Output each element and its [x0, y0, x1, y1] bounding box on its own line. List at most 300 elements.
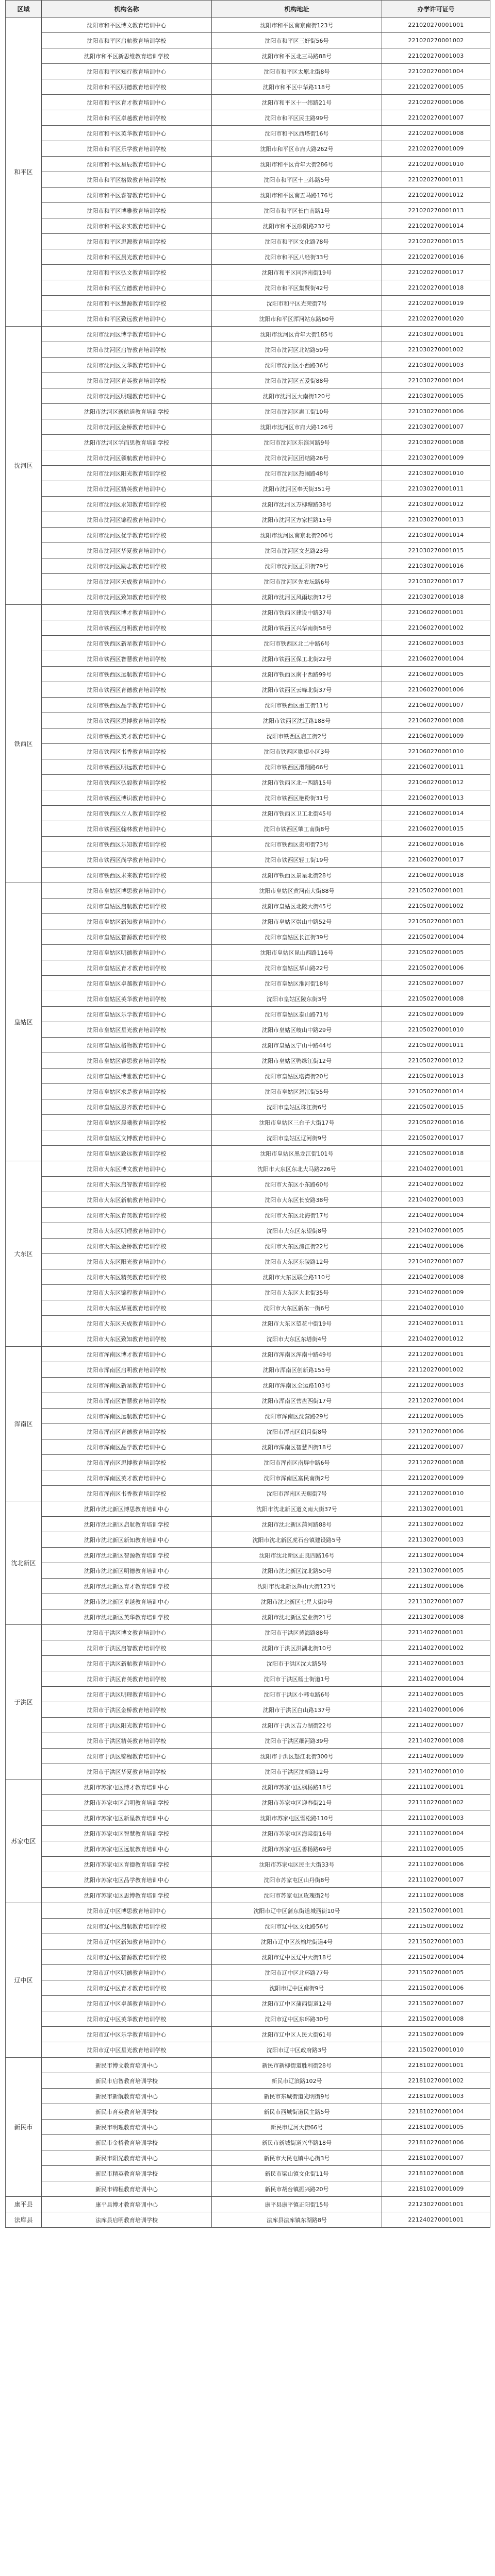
institution-name-cell: 沈阳市于洪区金桥教育培训学校 [42, 1702, 212, 1718]
institution-address-cell: 沈阳市皇姑区泰山路71号 [212, 1007, 382, 1022]
license-number-cell: 221020270001015 [382, 234, 490, 249]
license-number-cell: 221060270001008 [382, 713, 490, 728]
institution-address-cell: 沈阳市辽中区政府路3号 [212, 2042, 382, 2058]
license-number-cell: 221120270001010 [382, 1486, 490, 1501]
table-row [6, 558, 490, 574]
license-number-cell: 221120270001001 [382, 1347, 490, 1362]
institution-address-cell: 沈阳市沈河区万柳塘路38号 [212, 497, 382, 512]
table-row [6, 1517, 490, 1532]
table-row [6, 419, 490, 435]
institution-name-cell: 沈阳市大东区金桥教育培训学校 [42, 1239, 212, 1254]
institution-address-cell: 新民市辽滨路102号 [212, 2073, 382, 2089]
table-row [6, 1934, 490, 1950]
institution-name-cell: 沈阳市和平区英华教育培训中心 [42, 126, 212, 141]
institution-address-cell: 沈阳市于洪区怒江北街300号 [212, 1749, 382, 1764]
institution-name-cell: 沈阳市铁西区思博教育培训学校 [42, 713, 212, 728]
license-number-cell: 221140270001005 [382, 1687, 490, 1702]
institution-address-cell: 沈阳市辽中区蒲西街道12号 [212, 1996, 382, 2011]
table-row [6, 1826, 490, 1841]
institution-address-cell: 沈阳市于洪区沈新路12号 [212, 1764, 382, 1780]
institution-address-cell: 沈阳市皇姑区宁山中路44号 [212, 1038, 382, 1053]
institution-name-cell: 沈阳市苏家屯区思博教育培训学校 [42, 1888, 212, 1903]
license-number-cell: 221120270001004 [382, 1393, 490, 1409]
license-number-cell: 221110270001006 [382, 1857, 490, 1872]
institution-name-cell: 沈阳市铁西区博识教育培训中心 [42, 790, 212, 806]
district-cell: 铁西区 [6, 605, 42, 883]
table-row [6, 1687, 490, 1702]
institution-name-cell: 沈阳市皇姑区星光教育培训学校 [42, 1022, 212, 1038]
institution-address-cell: 沈阳市大东区新东一街6号 [212, 1300, 382, 1316]
institution-address-cell: 沈阳市大东区长安路38号 [212, 1192, 382, 1208]
table-row [6, 1053, 490, 1069]
table-row [6, 188, 490, 203]
institution-address-cell: 沈阳市皇姑区黄河南大街88号 [212, 883, 382, 899]
institution-name-cell: 沈阳市皇姑区文博教育培训中心 [42, 1130, 212, 1146]
institution-name-cell: 沈阳市沈河区学而思教育培训学校 [42, 435, 212, 450]
table-row [6, 203, 490, 218]
institution-name-cell: 沈阳市沈河区致知教育培训学校 [42, 589, 212, 605]
institution-address-cell: 沈阳市辽中区辽中大街18号 [212, 1950, 382, 1965]
table-row [6, 64, 490, 79]
institution-address-cell: 新民市西城街道民主路5号 [212, 2104, 382, 2120]
license-number-cell: 221040270001004 [382, 1208, 490, 1223]
institution-name-cell: 沈阳市大东区精英教育培训学校 [42, 1269, 212, 1285]
table-row [6, 1718, 490, 1733]
institution-name-cell: 沈阳市铁西区立人教育培训学校 [42, 806, 212, 821]
institution-name-cell: 沈阳市皇姑区智源教育培训学校 [42, 929, 212, 945]
table-row [6, 1285, 490, 1300]
license-number-cell: 221030270001002 [382, 342, 490, 358]
institution-address-cell: 沈阳市苏家屯区香杨路69号 [212, 1841, 382, 1857]
institution-name-cell: 沈阳市于洪区博文教育培训中心 [42, 1625, 212, 1640]
table-row [6, 528, 490, 543]
table-row [6, 342, 490, 358]
table-row [6, 157, 490, 172]
license-number-cell: 221110270001003 [382, 1810, 490, 1826]
license-number-cell: 221120270001008 [382, 1455, 490, 1470]
table-row [6, 945, 490, 960]
license-number-cell: 221050270001002 [382, 899, 490, 914]
license-number-cell: 221130270001004 [382, 1548, 490, 1563]
institution-address-cell: 沈阳市辽中区南街9号 [212, 1980, 382, 1996]
institution-address-cell: 沈阳市和平区民主路99号 [212, 110, 382, 126]
institution-name-cell: 沈阳市大东区博文教育培训中心 [42, 1161, 212, 1177]
institution-address-cell: 沈阳市大东区联合路110号 [212, 1269, 382, 1285]
table-row [6, 682, 490, 698]
table-row [6, 1841, 490, 1857]
license-number-cell: 221020270001018 [382, 280, 490, 296]
institution-address-cell: 沈阳市和平区光荣街7号 [212, 296, 382, 311]
institution-name-cell: 沈阳市皇姑区明德教育培训中心 [42, 945, 212, 960]
table-row [6, 2104, 490, 2120]
institution-name-cell: 沈阳市于洪区锦程教育培训中心 [42, 1749, 212, 1764]
license-number-cell: 221020270001005 [382, 79, 490, 95]
header-row [6, 1, 490, 18]
institution-address-cell: 沈阳市和平区市府大路262号 [212, 141, 382, 157]
institution-address-cell: 沈阳市和平区集贤街42号 [212, 280, 382, 296]
institution-name-cell: 沈阳市沈河区博学教育培训中心 [42, 327, 212, 342]
institution-name-cell: 沈阳市皇姑区格物教育培训中心 [42, 1038, 212, 1053]
table-row [6, 1996, 490, 2011]
institution-address-cell: 沈阳市铁西区肇工南街8号 [212, 821, 382, 837]
institution-address-cell: 沈阳市沈河区文艺路23号 [212, 543, 382, 558]
institution-address-cell: 沈阳市大东区望花中街19号 [212, 1316, 382, 1331]
institution-address-cell: 沈阳市和平区同泽南街19号 [212, 265, 382, 280]
table-row [6, 1378, 490, 1393]
license-number-cell: 221030270001011 [382, 481, 490, 497]
license-number-cell: 221020270001008 [382, 126, 490, 141]
license-number-cell: 221060270001010 [382, 744, 490, 759]
license-number-cell: 221050270001004 [382, 929, 490, 945]
institution-name-cell: 沈阳市铁西区书香教育培训学校 [42, 744, 212, 759]
institution-address-cell: 沈阳市皇姑区昆山西路116号 [212, 945, 382, 960]
institution-address-cell: 沈阳市苏家屯区海棠街16号 [212, 1826, 382, 1841]
institution-name-cell: 沈阳市辽中区博思教育培训中心 [42, 1903, 212, 1919]
license-number-cell: 221020270001003 [382, 48, 490, 64]
institution-name-cell: 沈阳市于洪区启智教育培训学校 [42, 1640, 212, 1656]
table-row [6, 48, 490, 64]
table-row [6, 1625, 490, 1640]
license-number-cell: 221020270001001 [382, 18, 490, 33]
license-number-cell: 221040270001008 [382, 1269, 490, 1285]
institution-name-cell: 沈阳市辽中区启航教育培训学校 [42, 1919, 212, 1934]
institution-address-cell: 沈阳市和平区青年大街286号 [212, 157, 382, 172]
license-number-cell: 221050270001015 [382, 1099, 490, 1115]
table-row [6, 1347, 490, 1362]
district-cell: 大东区 [6, 1161, 42, 1347]
table-row [6, 1656, 490, 1671]
license-number-cell: 221050270001018 [382, 1146, 490, 1161]
table-row [6, 883, 490, 899]
institution-address-cell: 沈阳市和平区南五马路176号 [212, 188, 382, 203]
license-number-cell: 221050270001010 [382, 1022, 490, 1038]
institution-name-cell: 沈阳市浑南区英才教育培训中心 [42, 1470, 212, 1486]
institution-address-cell: 沈阳市沈河区五爱街88号 [212, 373, 382, 388]
institution-address-cell: 新民市新城街道兴华路18号 [212, 2135, 382, 2150]
table-row [6, 1115, 490, 1130]
table-row [6, 388, 490, 404]
district-cell: 皇姑区 [6, 883, 42, 1161]
table-row [6, 1161, 490, 1177]
institution-name-cell: 新民市金桥教育培训学校 [42, 2135, 212, 2150]
table-row [6, 435, 490, 450]
license-number-cell: 221810270001006 [382, 2135, 490, 2150]
table-row [6, 1099, 490, 1115]
institution-address-cell: 沈阳市浑南区智慧四街18号 [212, 1439, 382, 1455]
license-number-cell: 221030270001003 [382, 358, 490, 373]
table-row [6, 1254, 490, 1269]
institution-name-cell: 沈阳市皇姑区博雅教育培训中心 [42, 1069, 212, 1084]
institution-address-cell: 沈阳市沈北新区正良四路16号 [212, 1548, 382, 1563]
table-row [6, 2120, 490, 2135]
license-number-cell: 221060270001006 [382, 682, 490, 698]
license-registry-table [5, 0, 490, 2228]
institution-address-cell: 沈阳市苏家屯区迎春街21号 [212, 1795, 382, 1810]
institution-address-cell: 沈阳市沈北新区辉山大街123号 [212, 1579, 382, 1594]
institution-name-cell: 沈阳市辽中区英华教育培训学校 [42, 2011, 212, 2027]
table-row [6, 450, 490, 466]
license-number-cell: 221020270001012 [382, 188, 490, 203]
institution-address-cell: 沈阳市辽中区蒲东街道城西街10号 [212, 1903, 382, 1919]
institution-name-cell: 沈阳市苏家屯区远航教育培训中心 [42, 1841, 212, 1857]
institution-address-cell: 沈阳市铁西区滑翔路66号 [212, 759, 382, 775]
license-number-cell: 221150270001010 [382, 2042, 490, 2058]
institution-address-cell: 新民市大民屯镇中心街3号 [212, 2150, 382, 2166]
institution-address-cell: 沈阳市于洪区细河路39号 [212, 1733, 382, 1749]
institution-address-cell: 沈阳市浑南区营盘西街17号 [212, 1393, 382, 1409]
institution-address-cell: 沈阳市浑南区沈营路29号 [212, 1409, 382, 1424]
institution-address-cell: 沈阳市皇姑区陵东街3号 [212, 991, 382, 1007]
institution-name-cell: 沈阳市皇姑区思齐教育培训中心 [42, 1099, 212, 1115]
district-cell: 康平县 [6, 2197, 42, 2212]
table-row [6, 1810, 490, 1826]
table-row [6, 373, 490, 388]
table-row [6, 1038, 490, 1053]
institution-address-cell: 法库县法库镇东湖路8号 [212, 2212, 382, 2228]
license-number-cell: 221110270001002 [382, 1795, 490, 1810]
license-number-cell: 221020270001010 [382, 157, 490, 172]
license-number-cell: 221030270001017 [382, 574, 490, 589]
license-number-cell: 221060270001016 [382, 837, 490, 852]
table-row [6, 327, 490, 342]
license-number-cell: 221040270001006 [382, 1239, 490, 1254]
table-row [6, 2027, 490, 2042]
table-row [6, 589, 490, 605]
table-row [6, 1640, 490, 1656]
institution-address-cell: 沈阳市沈北新区沈北路50号 [212, 1563, 382, 1579]
license-number-cell: 221110270001005 [382, 1841, 490, 1857]
institution-name-cell: 沈阳市沈北新区卓越教育培训中心 [42, 1594, 212, 1609]
institution-address-cell: 沈阳市大东区大北街35号 [212, 1285, 382, 1300]
institution-address-cell: 新民市辽河大街66号 [212, 2120, 382, 2135]
table-row [6, 1470, 490, 1486]
table-row [6, 1501, 490, 1517]
institution-address-cell: 沈阳市皇姑区珠江街6号 [212, 1099, 382, 1115]
institution-name-cell: 沈阳市和平区致远教育培训中心 [42, 311, 212, 327]
table-row [6, 126, 490, 141]
table-row [6, 172, 490, 188]
institution-name-cell: 沈阳市铁西区远航教育培训中心 [42, 667, 212, 682]
license-number-cell: 221150270001005 [382, 1965, 490, 1980]
institution-name-cell: 法库县启明教育培训学校 [42, 2212, 212, 2228]
license-number-cell: 221060270001007 [382, 698, 490, 713]
institution-address-cell: 沈阳市沈河区小西路36号 [212, 358, 382, 373]
institution-name-cell: 沈阳市大东区新航教育培训中心 [42, 1192, 212, 1208]
table-row [6, 1316, 490, 1331]
institution-name-cell: 沈阳市浑南区品学教育培训中心 [42, 1439, 212, 1455]
institution-name-cell: 新民市博文教育培训中心 [42, 2058, 212, 2073]
license-number-cell: 221140270001008 [382, 1733, 490, 1749]
license-number-cell: 221020270001004 [382, 64, 490, 79]
institution-address-cell: 沈阳市和平区十三纬路5号 [212, 172, 382, 188]
institution-name-cell: 沈阳市和平区弘文教育培训学校 [42, 265, 212, 280]
license-number-cell: 221030270001013 [382, 512, 490, 528]
license-number-cell: 221030270001008 [382, 435, 490, 450]
license-number-cell: 221040270001009 [382, 1285, 490, 1300]
institution-name-cell: 康平县博才教育培训中心 [42, 2197, 212, 2212]
institution-address-cell: 沈阳市沈河区大南街120号 [212, 388, 382, 404]
institution-address-cell: 新民市东城街道光明街9号 [212, 2089, 382, 2104]
institution-name-cell: 新民市新航教育培训中心 [42, 2089, 212, 2104]
institution-address-cell: 沈阳市于洪区吉力湖街22号 [212, 1718, 382, 1733]
table-row [6, 280, 490, 296]
institution-address-cell: 新民市新柳街道胜利街28号 [212, 2058, 382, 2073]
institution-name-cell: 沈阳市沈北新区启航教育培训学校 [42, 1517, 212, 1532]
institution-address-cell: 沈阳市铁西区兴华南街58号 [212, 620, 382, 636]
table-row [6, 1609, 490, 1625]
table-row [6, 33, 490, 48]
institution-name-cell: 沈阳市沈河区励志教育培训学校 [42, 558, 212, 574]
institution-name-cell: 沈阳市辽中区星光教育培训学校 [42, 2042, 212, 2058]
table-row [6, 1424, 490, 1439]
institution-name-cell: 沈阳市大东区育英教育培训学校 [42, 1208, 212, 1223]
license-number-cell: 221030270001015 [382, 543, 490, 558]
table-row [6, 667, 490, 682]
license-number-cell: 221130270001007 [382, 1594, 490, 1609]
table-row [6, 404, 490, 419]
table-row [6, 1733, 490, 1749]
institution-address-cell: 沈阳市浑南区富民南街2号 [212, 1470, 382, 1486]
license-number-cell: 221240270001001 [382, 2212, 490, 2228]
table-row [6, 512, 490, 528]
institution-name-cell: 沈阳市铁西区博才教育培训中心 [42, 605, 212, 620]
institution-address-cell: 沈阳市大东区东北大马路226号 [212, 1161, 382, 1177]
institution-address-cell: 沈阳市皇姑区鸭绿江街12号 [212, 1053, 382, 1069]
table-row [6, 497, 490, 512]
institution-address-cell: 沈阳市大东区滂江街22号 [212, 1239, 382, 1254]
institution-name-cell: 沈阳市苏家屯区博才教育培训中心 [42, 1780, 212, 1795]
license-number-cell: 221140270001006 [382, 1702, 490, 1718]
table-header [6, 1, 490, 18]
institution-name-cell: 沈阳市和平区睿智教育培训中心 [42, 188, 212, 203]
institution-address-cell: 沈阳市沈河区方家栏路15号 [212, 512, 382, 528]
table-row [6, 759, 490, 775]
institution-name-cell: 沈阳市辽中区智源教育培训学校 [42, 1950, 212, 1965]
table-row [6, 1579, 490, 1594]
license-number-cell: 221150270001003 [382, 1934, 490, 1950]
institution-address-cell: 沈阳市铁西区北一西路15号 [212, 775, 382, 790]
institution-name-cell: 沈阳市大东区天成教育培训中心 [42, 1316, 212, 1331]
institution-address-cell: 沈阳市铁西区沈辽路188号 [212, 713, 382, 728]
institution-name-cell: 沈阳市辽中区明德教育培训中心 [42, 1965, 212, 1980]
district-cell: 沈河区 [6, 327, 42, 605]
institution-name-cell: 沈阳市和平区立德教育培训中心 [42, 280, 212, 296]
institution-name-cell: 沈阳市铁西区乐知教育培训学校 [42, 837, 212, 852]
table-row [6, 976, 490, 991]
license-number-cell: 221140270001002 [382, 1640, 490, 1656]
institution-name-cell: 沈阳市沈河区领航教育培训中心 [42, 450, 212, 466]
institution-name-cell: 新民市明理教育培训中心 [42, 2120, 212, 2135]
institution-name-cell: 沈阳市和平区格致教育培训学校 [42, 172, 212, 188]
institution-address-cell: 沈阳市和平区砂阳路232号 [212, 218, 382, 234]
institution-name-cell: 沈阳市沈河区新航道教育培训学校 [42, 404, 212, 419]
table-row [6, 574, 490, 589]
institution-name-cell: 沈阳市沈河区锦程教育培训中心 [42, 512, 212, 528]
institution-name-cell: 沈阳市铁西区英才教育培训中心 [42, 728, 212, 744]
table-row [6, 218, 490, 234]
district-cell: 苏家屯区 [6, 1780, 42, 1903]
institution-name-cell: 沈阳市浑南区启明教育培训学校 [42, 1362, 212, 1378]
license-number-cell: 221050270001008 [382, 991, 490, 1007]
institution-address-cell: 沈阳市沈河区风雨坛街12号 [212, 589, 382, 605]
institution-address-cell: 沈阳市浑南区天赐街7号 [212, 1486, 382, 1501]
license-number-cell: 221060270001015 [382, 821, 490, 837]
institution-name-cell: 沈阳市大东区启智教育培训学校 [42, 1177, 212, 1192]
table-row [6, 249, 490, 265]
table-row [6, 698, 490, 713]
institution-address-cell: 沈阳市大东区小东路60号 [212, 1177, 382, 1192]
institution-address-cell: 沈阳市铁西区轻工街19号 [212, 852, 382, 868]
institution-address-cell: 沈阳市铁西区卫工北街45号 [212, 806, 382, 821]
institution-name-cell: 沈阳市沈北新区育才教育培训学校 [42, 1579, 212, 1594]
license-number-cell: 221120270001007 [382, 1439, 490, 1455]
license-number-cell: 221230270001001 [382, 2197, 490, 2212]
table-row [6, 636, 490, 651]
institution-name-cell: 沈阳市沈河区精英教育培训中心 [42, 481, 212, 497]
table-row [6, 914, 490, 929]
license-number-cell: 221030270001016 [382, 558, 490, 574]
table-row [6, 1409, 490, 1424]
table-row [6, 821, 490, 837]
institution-name-cell: 沈阳市和平区慧源教育培训学校 [42, 296, 212, 311]
license-number-cell: 221140270001007 [382, 1718, 490, 1733]
license-number-cell: 221810270001007 [382, 2150, 490, 2166]
license-number-cell: 221050270001016 [382, 1115, 490, 1130]
license-number-cell: 221120270001006 [382, 1424, 490, 1439]
institution-name-cell: 沈阳市苏家屯区育德教育培训学校 [42, 1857, 212, 1872]
institution-name-cell: 沈阳市铁西区育德教育培训学校 [42, 682, 212, 698]
institution-address-cell: 沈阳市大东区东望街8号 [212, 1223, 382, 1239]
license-number-cell: 221050270001003 [382, 914, 490, 929]
license-number-cell: 221020270001014 [382, 218, 490, 234]
institution-name-cell: 沈阳市大东区锦程教育培训中心 [42, 1285, 212, 1300]
institution-address-cell: 沈阳市和平区八经街33号 [212, 249, 382, 265]
table-row [6, 18, 490, 33]
institution-name-cell: 沈阳市皇姑区英华教育培训学校 [42, 991, 212, 1007]
table-row [6, 1192, 490, 1208]
license-number-cell: 221040270001003 [382, 1192, 490, 1208]
table-row [6, 1069, 490, 1084]
table-row [6, 651, 490, 667]
institution-name-cell: 沈阳市沈北新区博思教育培训中心 [42, 1501, 212, 1517]
institution-name-cell: 沈阳市苏家屯区品学教育培训中心 [42, 1872, 212, 1888]
table-row [6, 265, 490, 280]
institution-address-cell: 沈阳市皇姑区三台子大街17号 [212, 1115, 382, 1130]
institution-name-cell: 沈阳市沈河区明理教育培训中心 [42, 388, 212, 404]
institution-name-cell: 沈阳市沈河区华夏教育培训中心 [42, 543, 212, 558]
table-row [6, 728, 490, 744]
header-institution-address: 机构地址 [212, 1, 382, 18]
license-number-cell: 221040270001011 [382, 1316, 490, 1331]
table-row [6, 1563, 490, 1579]
institution-name-cell: 沈阳市沈河区求知教育培训学校 [42, 497, 212, 512]
table-row [6, 2197, 490, 2212]
institution-address-cell: 沈阳市和平区三好街56号 [212, 33, 382, 48]
institution-name-cell: 沈阳市辽中区乐学教育培训中心 [42, 2027, 212, 2042]
license-number-cell: 221050270001011 [382, 1038, 490, 1053]
table-row [6, 2135, 490, 2150]
license-number-cell: 221810270001009 [382, 2181, 490, 2197]
license-number-cell: 221020270001002 [382, 33, 490, 48]
institution-name-cell: 沈阳市沈北新区明德教育培训中心 [42, 1563, 212, 1579]
license-number-cell: 221060270001002 [382, 620, 490, 636]
institution-name-cell: 沈阳市于洪区精英教育培训学校 [42, 1733, 212, 1749]
license-number-cell: 221030270001007 [382, 419, 490, 435]
license-number-cell: 221060270001012 [382, 775, 490, 790]
header-district: 区域 [6, 1, 42, 18]
institution-address-cell: 沈阳市和平区太原北街8号 [212, 64, 382, 79]
institution-address-cell: 沈阳市皇姑区崇山中路52号 [212, 914, 382, 929]
